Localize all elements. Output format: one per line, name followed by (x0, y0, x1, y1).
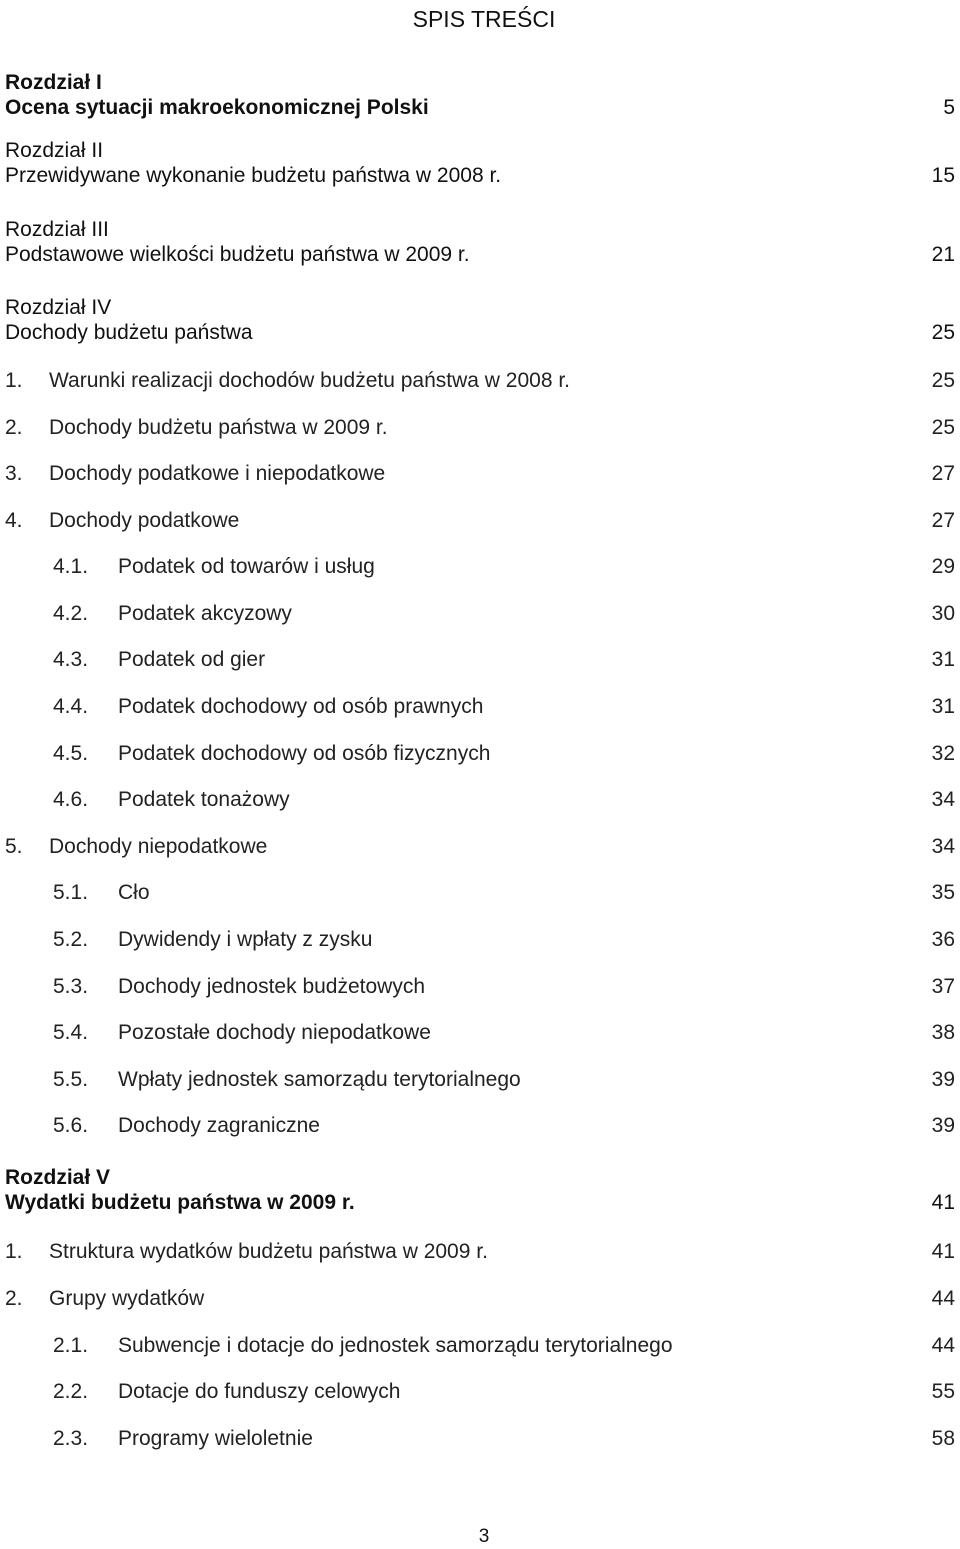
entry-page: 58 (931, 1427, 955, 1450)
entry-page: 27 (931, 509, 955, 532)
entry-title: Podatek akcyzowy (118, 602, 292, 625)
entry-number: 5. (5, 835, 23, 858)
chapter-title: Dochody budżetu państwa (5, 321, 253, 344)
entry-number: 5.4. (53, 1021, 89, 1044)
entry-page: 39 (931, 1114, 955, 1137)
chapter-number: Rozdział I (5, 71, 102, 94)
toc-chapter-5[interactable] (5, 1166, 955, 1215)
entry-title: Podatek dochodowy od osób prawnych (118, 695, 484, 718)
entry-number: 5.3. (53, 975, 89, 998)
entry-title: Dochody podatkowe (49, 509, 240, 532)
chapter-page: 41 (931, 1191, 955, 1214)
toc-entry[interactable] (5, 1018, 955, 1048)
toc-entry[interactable] (5, 1237, 955, 1267)
entry-number: 1. (5, 369, 23, 392)
entry-number: 4.3. (53, 648, 89, 671)
entry-title: Podatek od gier (118, 648, 266, 671)
toc-entry[interactable] (5, 459, 955, 489)
chapter-number: Rozdział III (5, 218, 109, 241)
entry-page: 55 (931, 1380, 955, 1403)
toc-entry[interactable] (5, 1065, 955, 1095)
toc-entry[interactable] (5, 1377, 955, 1407)
entry-page: 37 (931, 975, 955, 998)
entry-title: Podatek dochodowy od osób fizycznych (118, 742, 491, 765)
entry-number: 2.3. (53, 1427, 89, 1450)
chapter-page: 21 (931, 243, 955, 266)
entry-number: 5.6. (53, 1114, 89, 1137)
entry-page: 41 (931, 1240, 955, 1263)
entry-title: Dywidendy i wpłaty z zysku (118, 928, 373, 951)
chapter-number: Rozdział V (5, 1166, 111, 1189)
entry-title: Programy wieloletnie (118, 1427, 313, 1450)
entry-page: 44 (931, 1287, 955, 1310)
chapter-title: Przewidywane wykonanie budżetu państwa w 2008 r. (5, 164, 502, 187)
entry-number: 5.2. (53, 928, 89, 951)
toc-entry[interactable] (5, 785, 955, 815)
entry-number: 4.4. (53, 695, 89, 718)
entry-title: Pozostałe dochody niepodatkowe (118, 1021, 431, 1044)
entry-number: 4.5. (53, 742, 89, 765)
toc-entry[interactable] (5, 413, 955, 443)
toc-entry[interactable] (5, 925, 955, 955)
entry-page: 31 (931, 695, 955, 718)
entry-number: 2.2. (53, 1380, 89, 1403)
entry-number: 2. (5, 416, 23, 439)
entry-title: Podatek od towarów i usług (118, 555, 375, 578)
toc-entry[interactable] (5, 972, 955, 1002)
toc-chapter-4[interactable] (5, 296, 955, 345)
toc-entry[interactable] (5, 366, 955, 396)
chapter-number: Rozdział II (5, 139, 104, 162)
entry-title: Subwencje i dotacje do jednostek samorządu terytorialnego (118, 1334, 673, 1357)
entry-number: 4.6. (53, 788, 89, 811)
entry-page: 34 (931, 788, 955, 811)
entry-number: 3. (5, 462, 23, 485)
toc-entry[interactable] (5, 1331, 955, 1361)
page-title: SPIS TREŚCI (412, 6, 556, 32)
toc-chapter-3[interactable] (5, 218, 955, 267)
toc-entry[interactable] (5, 645, 955, 675)
entry-number: 2. (5, 1287, 23, 1310)
entry-page: 25 (931, 416, 955, 439)
toc-entry[interactable] (5, 506, 955, 536)
entry-number: 1. (5, 1240, 23, 1263)
entry-title: Dochody jednostek budżetowych (118, 975, 426, 998)
entry-page: 31 (931, 648, 955, 671)
entry-page: 36 (931, 928, 955, 951)
entry-title: Warunki realizacji dochodów budżetu państwa w 2008 r. (49, 369, 571, 392)
entry-title: Cło (118, 881, 150, 904)
entry-number: 4.1. (53, 555, 89, 578)
toc-entry[interactable] (5, 1284, 955, 1314)
toc-entry[interactable] (5, 1424, 955, 1454)
toc-entry[interactable] (5, 1111, 955, 1141)
entry-title: Dochody podatkowe i niepodatkowe (49, 462, 386, 485)
entry-title: Dotacje do funduszy celowych (118, 1380, 401, 1403)
chapter-title: Wydatki budżetu państwa w 2009 r. (5, 1191, 355, 1214)
entry-title: Wpłaty jednostek samorządu terytorialnego (118, 1068, 521, 1091)
entry-page: 38 (931, 1021, 955, 1044)
toc-entry[interactable] (5, 832, 955, 862)
entry-number: 2.1. (53, 1334, 89, 1357)
toc-entry[interactable] (5, 878, 955, 908)
toc-entry[interactable] (5, 599, 955, 629)
entry-page: 34 (931, 835, 955, 858)
entry-number: 4. (5, 509, 23, 532)
entry-title: Dochody zagraniczne (118, 1114, 320, 1137)
toc-entry[interactable] (5, 739, 955, 769)
toc-entry[interactable] (5, 692, 955, 722)
chapter-title: Podstawowe wielkości budżetu państwa w 2009 r. (5, 243, 470, 266)
entry-page: 30 (931, 602, 955, 625)
entry-title: Struktura wydatków budżetu państwa w 2009 r. (49, 1240, 488, 1263)
chapter-page: 5 (943, 96, 955, 119)
entry-number: 5.1. (53, 881, 89, 904)
entry-page: 32 (931, 742, 955, 765)
entry-page: 25 (931, 369, 955, 392)
entry-page: 39 (931, 1068, 955, 1091)
toc-chapter-1[interactable] (5, 71, 955, 120)
entry-page: 44 (931, 1334, 955, 1357)
chapter-page: 25 (931, 321, 955, 344)
chapter-page: 15 (931, 164, 955, 187)
entry-title: Dochody budżetu państwa w 2009 r. (49, 416, 388, 439)
entry-title: Grupy wydatków (49, 1287, 205, 1310)
entry-title: Dochody niepodatkowe (49, 835, 268, 858)
entry-title: Podatek tonażowy (118, 788, 290, 811)
entry-number: 5.5. (53, 1068, 89, 1091)
chapter-title: Ocena sytuacji makroekonomicznej Polski (5, 96, 429, 119)
toc-entry[interactable] (5, 552, 955, 582)
toc-chapter-2[interactable] (5, 139, 955, 188)
entry-page: 35 (931, 881, 955, 904)
entry-page: 27 (931, 462, 955, 485)
page-number: 3 (478, 1526, 490, 1547)
chapter-number: Rozdział IV (5, 296, 112, 319)
entry-page: 29 (931, 555, 955, 578)
entry-number: 4.2. (53, 602, 89, 625)
